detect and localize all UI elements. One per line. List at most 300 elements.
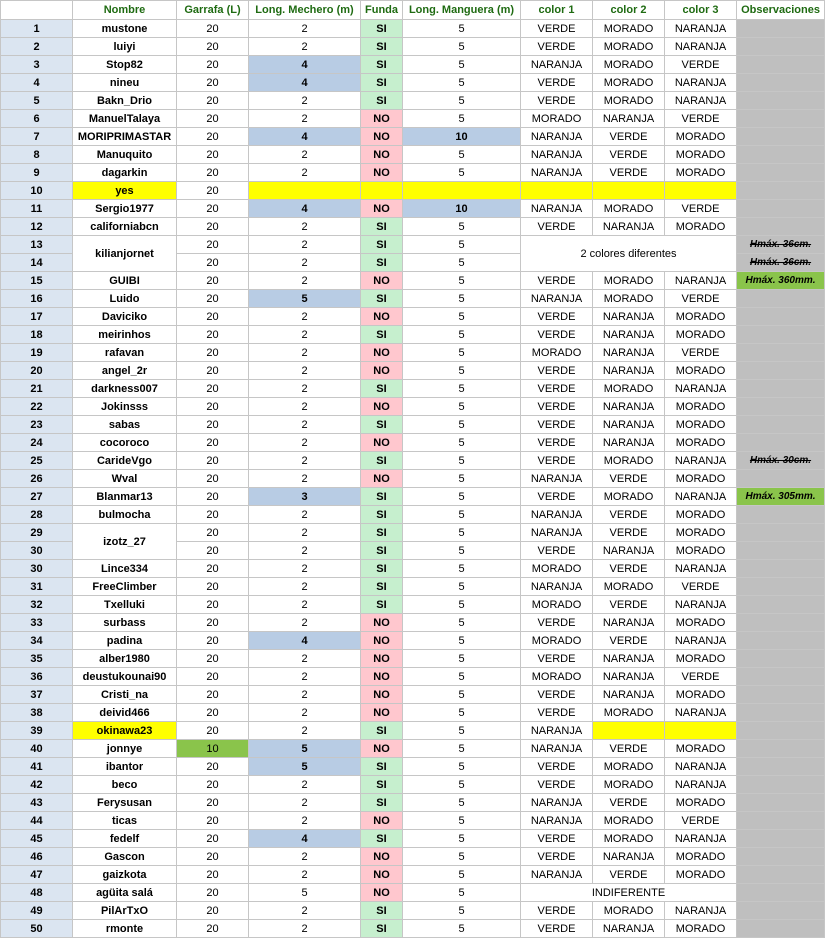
row-number[interactable]: 16 <box>1 290 73 308</box>
color2-cell[interactable]: VERDE <box>593 632 665 650</box>
row-number[interactable]: 38 <box>1 704 73 722</box>
observaciones-cell[interactable] <box>737 524 825 542</box>
row-number[interactable]: 2 <box>1 38 73 56</box>
color2-cell[interactable]: MORADO <box>593 38 665 56</box>
manguera-cell[interactable]: 5 <box>403 272 521 290</box>
garrafa-cell[interactable]: 20 <box>177 164 249 182</box>
observaciones-cell[interactable] <box>737 776 825 794</box>
color1-cell[interactable]: VERDE <box>521 848 593 866</box>
row-number[interactable]: 13 <box>1 236 73 254</box>
color2-cell[interactable]: NARANJA <box>593 686 665 704</box>
color1-cell[interactable]: NARANJA <box>521 740 593 758</box>
garrafa-cell[interactable]: 20 <box>177 416 249 434</box>
garrafa-cell[interactable]: 20 <box>177 20 249 38</box>
observaciones-cell[interactable] <box>737 38 825 56</box>
funda-cell[interactable]: SI <box>361 830 403 848</box>
color3-cell[interactable] <box>665 722 737 740</box>
garrafa-cell[interactable]: 20 <box>177 110 249 128</box>
manguera-cell[interactable]: 5 <box>403 794 521 812</box>
color3-cell[interactable]: MORADO <box>665 848 737 866</box>
funda-cell[interactable]: SI <box>361 218 403 236</box>
color1-cell[interactable] <box>521 182 593 200</box>
funda-cell[interactable]: SI <box>361 92 403 110</box>
manguera-cell[interactable]: 5 <box>403 776 521 794</box>
row-number[interactable]: 3 <box>1 56 73 74</box>
name-cell[interactable]: deivid466 <box>73 704 177 722</box>
header-funda[interactable]: Funda <box>361 1 403 20</box>
row-number[interactable]: 9 <box>1 164 73 182</box>
funda-cell[interactable]: NO <box>361 632 403 650</box>
row-number[interactable]: 45 <box>1 830 73 848</box>
observaciones-cell[interactable] <box>737 290 825 308</box>
garrafa-cell[interactable]: 20 <box>177 146 249 164</box>
color3-cell[interactable]: MORADO <box>665 416 737 434</box>
funda-cell[interactable]: SI <box>361 236 403 254</box>
color3-cell[interactable]: MORADO <box>665 308 737 326</box>
color1-cell[interactable]: NARANJA <box>521 722 593 740</box>
manguera-cell[interactable]: 5 <box>403 380 521 398</box>
row-number[interactable]: 43 <box>1 794 73 812</box>
name-cell[interactable]: angel_2r <box>73 362 177 380</box>
color3-cell[interactable]: NARANJA <box>665 92 737 110</box>
color2-cell[interactable]: NARANJA <box>593 848 665 866</box>
mechero-cell[interactable]: 2 <box>249 776 361 794</box>
name-cell[interactable]: GUIBI <box>73 272 177 290</box>
color1-cell[interactable]: VERDE <box>521 776 593 794</box>
name-cell[interactable]: Bakn_Drio <box>73 92 177 110</box>
garrafa-cell[interactable]: 20 <box>177 488 249 506</box>
manguera-cell[interactable]: 5 <box>403 470 521 488</box>
mechero-cell[interactable]: 4 <box>249 830 361 848</box>
color1-cell[interactable]: VERDE <box>521 218 593 236</box>
color2-cell[interactable]: NARANJA <box>593 308 665 326</box>
manguera-cell[interactable]: 5 <box>403 614 521 632</box>
funda-cell[interactable]: NO <box>361 434 403 452</box>
color2-cell[interactable]: NARANJA <box>593 362 665 380</box>
mechero-cell[interactable]: 2 <box>249 380 361 398</box>
color1-cell[interactable]: NARANJA <box>521 56 593 74</box>
funda-cell[interactable]: NO <box>361 110 403 128</box>
name-cell[interactable]: deustukounai90 <box>73 668 177 686</box>
observaciones-cell[interactable] <box>737 434 825 452</box>
mechero-cell[interactable]: 2 <box>249 560 361 578</box>
mechero-cell[interactable]: 2 <box>249 398 361 416</box>
color3-cell[interactable]: NARANJA <box>665 272 737 290</box>
garrafa-cell[interactable]: 20 <box>177 542 249 560</box>
color2-cell[interactable]: NARANJA <box>593 614 665 632</box>
row-number[interactable]: 31 <box>1 578 73 596</box>
color1-cell[interactable]: VERDE <box>521 398 593 416</box>
name-cell[interactable]: CarideVgo <box>73 452 177 470</box>
row-number[interactable]: 21 <box>1 380 73 398</box>
name-cell[interactable]: sabas <box>73 416 177 434</box>
manguera-cell[interactable]: 5 <box>403 74 521 92</box>
row-number[interactable]: 42 <box>1 776 73 794</box>
garrafa-cell[interactable]: 20 <box>177 560 249 578</box>
manguera-cell[interactable]: 5 <box>403 326 521 344</box>
garrafa-cell[interactable]: 20 <box>177 848 249 866</box>
garrafa-cell[interactable]: 10 <box>177 740 249 758</box>
color2-cell[interactable]: MORADO <box>593 704 665 722</box>
row-number[interactable]: 26 <box>1 470 73 488</box>
name-cell[interactable]: Daviciko <box>73 308 177 326</box>
garrafa-cell[interactable]: 20 <box>177 632 249 650</box>
row-number[interactable]: 25 <box>1 452 73 470</box>
observaciones-cell[interactable] <box>737 326 825 344</box>
row-number[interactable]: 18 <box>1 326 73 344</box>
color3-cell[interactable]: MORADO <box>665 506 737 524</box>
name-cell[interactable]: Blanmar13 <box>73 488 177 506</box>
name-cell[interactable]: agüita salá <box>73 884 177 902</box>
manguera-cell[interactable]: 10 <box>403 128 521 146</box>
garrafa-cell[interactable]: 20 <box>177 704 249 722</box>
mechero-cell[interactable]: 4 <box>249 632 361 650</box>
color3-cell[interactable]: MORADO <box>665 740 737 758</box>
mechero-cell[interactable]: 2 <box>249 920 361 938</box>
name-cell[interactable]: alber1980 <box>73 650 177 668</box>
observaciones-cell[interactable] <box>737 722 825 740</box>
row-number[interactable]: 1 <box>1 20 73 38</box>
header-garrafa[interactable]: Garrafa (L) <box>177 1 249 20</box>
color1-cell[interactable]: VERDE <box>521 542 593 560</box>
observaciones-cell[interactable] <box>737 578 825 596</box>
color1-cell[interactable]: MORADO <box>521 596 593 614</box>
color1-cell[interactable]: VERDE <box>521 452 593 470</box>
color3-cell[interactable]: MORADO <box>665 128 737 146</box>
funda-cell[interactable]: NO <box>361 164 403 182</box>
color2-cell[interactable]: NARANJA <box>593 326 665 344</box>
name-cell[interactable]: Gascon <box>73 848 177 866</box>
observaciones-cell[interactable]: Hmáx. 360mm. <box>737 272 825 290</box>
manguera-cell[interactable]: 5 <box>403 146 521 164</box>
funda-cell[interactable]: NO <box>361 614 403 632</box>
garrafa-cell[interactable]: 20 <box>177 902 249 920</box>
color2-cell[interactable]: VERDE <box>593 164 665 182</box>
garrafa-cell[interactable]: 20 <box>177 236 249 254</box>
funda-cell[interactable]: SI <box>361 776 403 794</box>
color1-cell[interactable]: NARANJA <box>521 290 593 308</box>
mechero-cell[interactable]: 4 <box>249 74 361 92</box>
color3-cell[interactable]: NARANJA <box>665 488 737 506</box>
observaciones-cell[interactable] <box>737 164 825 182</box>
manguera-cell[interactable]: 5 <box>403 218 521 236</box>
color1-cell[interactable]: NARANJA <box>521 578 593 596</box>
name-cell[interactable]: jonnye <box>73 740 177 758</box>
color3-cell[interactable]: VERDE <box>665 812 737 830</box>
color1-cell[interactable]: NARANJA <box>521 146 593 164</box>
header-observaciones[interactable]: Observaciones <box>737 1 825 20</box>
garrafa-cell[interactable]: 20 <box>177 758 249 776</box>
manguera-cell[interactable]: 5 <box>403 596 521 614</box>
mechero-cell[interactable]: 2 <box>249 362 361 380</box>
observaciones-cell[interactable] <box>737 884 825 902</box>
mechero-cell[interactable]: 2 <box>249 272 361 290</box>
observaciones-cell[interactable] <box>737 794 825 812</box>
mechero-cell[interactable]: 3 <box>249 488 361 506</box>
garrafa-cell[interactable]: 20 <box>177 38 249 56</box>
color3-cell[interactable]: NARANJA <box>665 902 737 920</box>
color3-cell[interactable]: MORADO <box>665 326 737 344</box>
observaciones-cell[interactable] <box>737 92 825 110</box>
garrafa-cell[interactable]: 20 <box>177 722 249 740</box>
garrafa-cell[interactable]: 20 <box>177 794 249 812</box>
color2-cell[interactable] <box>593 722 665 740</box>
observaciones-cell[interactable] <box>737 848 825 866</box>
funda-cell[interactable]: SI <box>361 254 403 272</box>
observaciones-cell[interactable] <box>737 146 825 164</box>
header-color3[interactable]: color 3 <box>665 1 737 20</box>
manguera-cell[interactable]: 5 <box>403 578 521 596</box>
manguera-cell[interactable]: 5 <box>403 848 521 866</box>
color2-cell[interactable]: MORADO <box>593 380 665 398</box>
color2-cell[interactable]: NARANJA <box>593 398 665 416</box>
mechero-cell[interactable]: 2 <box>249 416 361 434</box>
row-number[interactable]: 11 <box>1 200 73 218</box>
color3-cell[interactable]: VERDE <box>665 110 737 128</box>
color3-cell[interactable]: NARANJA <box>665 758 737 776</box>
color1-cell[interactable]: MORADO <box>521 668 593 686</box>
observaciones-cell[interactable] <box>737 128 825 146</box>
color2-cell[interactable]: NARANJA <box>593 344 665 362</box>
mechero-cell[interactable]: 2 <box>249 452 361 470</box>
observaciones-cell[interactable] <box>737 740 825 758</box>
color2-cell[interactable]: VERDE <box>593 596 665 614</box>
color1-cell[interactable]: VERDE <box>521 92 593 110</box>
garrafa-cell[interactable]: 20 <box>177 272 249 290</box>
color1-cell[interactable]: VERDE <box>521 920 593 938</box>
funda-cell[interactable]: SI <box>361 290 403 308</box>
row-number[interactable]: 33 <box>1 614 73 632</box>
color1-cell[interactable]: NARANJA <box>521 506 593 524</box>
row-number[interactable]: 48 <box>1 884 73 902</box>
mechero-cell[interactable]: 4 <box>249 200 361 218</box>
color3-cell[interactable]: MORADO <box>665 866 737 884</box>
name-cell[interactable]: bulmocha <box>73 506 177 524</box>
funda-cell[interactable]: NO <box>361 812 403 830</box>
row-number[interactable]: 10 <box>1 182 73 200</box>
funda-cell[interactable]: NO <box>361 668 403 686</box>
name-cell[interactable]: Stop82 <box>73 56 177 74</box>
mechero-cell[interactable]: 2 <box>249 650 361 668</box>
color2-cell[interactable]: NARANJA <box>593 542 665 560</box>
funda-cell[interactable]: SI <box>361 920 403 938</box>
name-cell[interactable]: rmonte <box>73 920 177 938</box>
garrafa-cell[interactable]: 20 <box>177 128 249 146</box>
manguera-cell[interactable]: 5 <box>403 524 521 542</box>
mechero-cell[interactable]: 4 <box>249 128 361 146</box>
manguera-cell[interactable]: 5 <box>403 488 521 506</box>
color2-cell[interactable]: MORADO <box>593 902 665 920</box>
observaciones-cell[interactable] <box>737 614 825 632</box>
mechero-cell[interactable]: 2 <box>249 614 361 632</box>
observaciones-cell[interactable] <box>737 110 825 128</box>
observaciones-cell[interactable] <box>737 758 825 776</box>
color2-cell[interactable]: MORADO <box>593 830 665 848</box>
observaciones-cell[interactable] <box>737 470 825 488</box>
color2-cell[interactable]: MORADO <box>593 812 665 830</box>
funda-cell[interactable]: SI <box>361 56 403 74</box>
manguera-cell[interactable]: 10 <box>403 200 521 218</box>
funda-cell[interactable]: NO <box>361 884 403 902</box>
funda-cell[interactable]: NO <box>361 272 403 290</box>
manguera-cell[interactable]: 5 <box>403 506 521 524</box>
observaciones-cell[interactable]: Hmáx. 30cm. <box>737 452 825 470</box>
row-number[interactable]: 50 <box>1 920 73 938</box>
color2-cell[interactable]: NARANJA <box>593 218 665 236</box>
mechero-cell[interactable]: 2 <box>249 542 361 560</box>
color3-cell[interactable]: MORADO <box>665 164 737 182</box>
name-cell[interactable]: luiyi <box>73 38 177 56</box>
mechero-cell[interactable]: 2 <box>249 92 361 110</box>
color1-cell[interactable]: NARANJA <box>521 128 593 146</box>
mechero-cell[interactable]: 2 <box>249 110 361 128</box>
name-cell[interactable]: ManuelTalaya <box>73 110 177 128</box>
mechero-cell[interactable]: 2 <box>249 38 361 56</box>
name-cell[interactable]: meirinhos <box>73 326 177 344</box>
color1-cell[interactable]: VERDE <box>521 308 593 326</box>
manguera-cell[interactable]: 5 <box>403 290 521 308</box>
color1-cell[interactable]: VERDE <box>521 272 593 290</box>
color3-cell[interactable]: VERDE <box>665 200 737 218</box>
garrafa-cell[interactable]: 20 <box>177 56 249 74</box>
funda-cell[interactable]: SI <box>361 20 403 38</box>
funda-cell[interactable]: SI <box>361 542 403 560</box>
name-cell[interactable]: surbass <box>73 614 177 632</box>
color3-cell[interactable]: NARANJA <box>665 560 737 578</box>
color3-cell[interactable]: MORADO <box>665 920 737 938</box>
funda-cell[interactable]: SI <box>361 452 403 470</box>
garrafa-cell[interactable]: 20 <box>177 668 249 686</box>
name-cell[interactable]: Cristi_na <box>73 686 177 704</box>
mechero-cell[interactable]: 2 <box>249 722 361 740</box>
color2-cell[interactable]: VERDE <box>593 794 665 812</box>
color3-cell[interactable]: MORADO <box>665 434 737 452</box>
manguera-cell[interactable]: 5 <box>403 668 521 686</box>
name-cell[interactable]: californiabcn <box>73 218 177 236</box>
mechero-cell[interactable]: 2 <box>249 164 361 182</box>
color3-cell[interactable]: VERDE <box>665 56 737 74</box>
color1-cell[interactable]: NARANJA <box>521 866 593 884</box>
color1-cell[interactable]: VERDE <box>521 902 593 920</box>
color2-cell[interactable]: NARANJA <box>593 434 665 452</box>
manguera-cell[interactable]: 5 <box>403 434 521 452</box>
observaciones-cell[interactable] <box>737 866 825 884</box>
row-number[interactable]: 8 <box>1 146 73 164</box>
mechero-cell[interactable]: 2 <box>249 596 361 614</box>
garrafa-cell[interactable]: 20 <box>177 362 249 380</box>
row-number[interactable]: 30 <box>1 560 73 578</box>
color1-cell[interactable]: VERDE <box>521 416 593 434</box>
mechero-cell[interactable]: 2 <box>249 20 361 38</box>
color3-cell[interactable]: VERDE <box>665 290 737 308</box>
funda-cell[interactable] <box>361 182 403 200</box>
color1-cell[interactable]: VERDE <box>521 830 593 848</box>
manguera-cell[interactable]: 5 <box>403 866 521 884</box>
mechero-cell[interactable]: 5 <box>249 290 361 308</box>
color3-cell[interactable]: NARANJA <box>665 380 737 398</box>
funda-cell[interactable]: SI <box>361 38 403 56</box>
color2-cell[interactable]: NARANJA <box>593 668 665 686</box>
name-cell[interactable]: PilArTxO <box>73 902 177 920</box>
color1-cell[interactable]: VERDE <box>521 326 593 344</box>
color3-cell[interactable]: MORADO <box>665 650 737 668</box>
observaciones-cell[interactable] <box>737 920 825 938</box>
funda-cell[interactable]: SI <box>361 560 403 578</box>
mechero-cell[interactable]: 2 <box>249 794 361 812</box>
manguera-cell[interactable]: 5 <box>403 740 521 758</box>
manguera-cell[interactable]: 5 <box>403 308 521 326</box>
color3-cell[interactable]: NARANJA <box>665 38 737 56</box>
color2-cell[interactable] <box>593 182 665 200</box>
color1-cell[interactable]: VERDE <box>521 380 593 398</box>
name-cell[interactable]: Sergio1977 <box>73 200 177 218</box>
mechero-cell[interactable]: 2 <box>249 434 361 452</box>
color2-cell[interactable]: MORADO <box>593 776 665 794</box>
funda-cell[interactable]: NO <box>361 146 403 164</box>
garrafa-cell[interactable]: 20 <box>177 74 249 92</box>
color2-cell[interactable]: MORADO <box>593 20 665 38</box>
funda-cell[interactable]: NO <box>361 398 403 416</box>
color1-cell[interactable]: NARANJA <box>521 524 593 542</box>
color2-cell[interactable]: MORADO <box>593 758 665 776</box>
manguera-cell[interactable]: 5 <box>403 110 521 128</box>
color3-cell[interactable]: NARANJA <box>665 830 737 848</box>
color1-cell[interactable]: MORADO <box>521 632 593 650</box>
mechero-cell[interactable]: 2 <box>249 308 361 326</box>
color3-cell[interactable]: MORADO <box>665 794 737 812</box>
color3-cell[interactable]: MORADO <box>665 146 737 164</box>
color3-cell[interactable]: VERDE <box>665 668 737 686</box>
manguera-cell[interactable]: 5 <box>403 812 521 830</box>
funda-cell[interactable]: NO <box>361 866 403 884</box>
name-cell[interactable]: okinawa23 <box>73 722 177 740</box>
color2-cell[interactable]: MORADO <box>593 488 665 506</box>
row-number[interactable]: 20 <box>1 362 73 380</box>
color1-cell[interactable]: VERDE <box>521 74 593 92</box>
row-number[interactable]: 23 <box>1 416 73 434</box>
garrafa-cell[interactable]: 20 <box>177 434 249 452</box>
header-nombre[interactable]: Nombre <box>73 1 177 20</box>
name-cell[interactable]: gaizkota <box>73 866 177 884</box>
mechero-cell[interactable]: 2 <box>249 254 361 272</box>
observaciones-cell[interactable] <box>737 632 825 650</box>
color1-cell[interactable]: VERDE <box>521 758 593 776</box>
color1-cell[interactable]: NARANJA <box>521 470 593 488</box>
color2-cell[interactable]: NARANJA <box>593 110 665 128</box>
row-number[interactable]: 7 <box>1 128 73 146</box>
color2-cell[interactable]: MORADO <box>593 74 665 92</box>
funda-cell[interactable]: SI <box>361 488 403 506</box>
row-number[interactable]: 37 <box>1 686 73 704</box>
name-cell[interactable]: ibantor <box>73 758 177 776</box>
manguera-cell[interactable]: 5 <box>403 362 521 380</box>
observaciones-cell[interactable] <box>737 344 825 362</box>
observaciones-cell[interactable]: Hmáx. 305mm. <box>737 488 825 506</box>
funda-cell[interactable]: SI <box>361 902 403 920</box>
color2-cell[interactable]: VERDE <box>593 524 665 542</box>
garrafa-cell[interactable]: 20 <box>177 380 249 398</box>
color2-cell[interactable]: VERDE <box>593 740 665 758</box>
row-number[interactable]: 4 <box>1 74 73 92</box>
row-number[interactable]: 6 <box>1 110 73 128</box>
row-number[interactable]: 12 <box>1 218 73 236</box>
name-cell[interactable]: nineu <box>73 74 177 92</box>
row-number[interactable]: 27 <box>1 488 73 506</box>
color2-cell[interactable]: NARANJA <box>593 650 665 668</box>
mechero-cell[interactable]: 2 <box>249 704 361 722</box>
manguera-cell[interactable]: 5 <box>403 830 521 848</box>
mechero-cell[interactable]: 2 <box>249 470 361 488</box>
